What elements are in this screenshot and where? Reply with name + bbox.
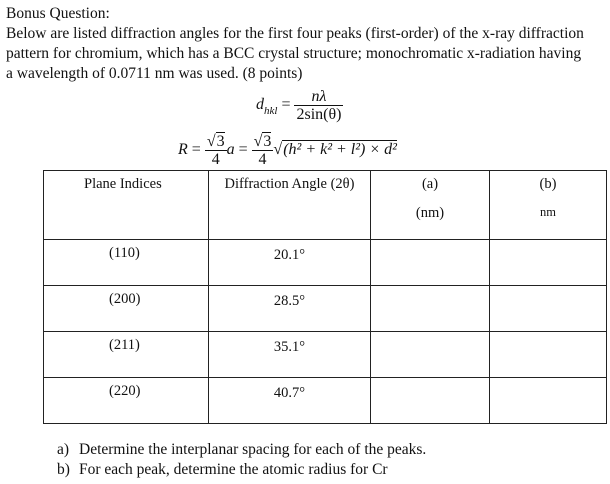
header-plane-indices: Plane Indices — [44, 171, 209, 240]
question-text-line-2: pattern for chromium, which has a BCC crystal structure; monochromatic x-radiation having — [6, 45, 582, 62]
table-row — [44, 286, 607, 332]
table-row — [44, 240, 607, 286]
answer-a-cell — [371, 286, 490, 332]
equals-sign: = — [238, 141, 248, 159]
plane-cell: (211) — [44, 332, 209, 378]
question-text-line-1: Below are listed diffraction angles for the first four peaks (first-order) of the x-ray diffraction — [6, 25, 584, 42]
sub-question-b-label: b) — [57, 461, 70, 478]
radicand: (h² + k² + l²) × d² — [283, 141, 397, 159]
answer-a-cell — [371, 332, 490, 378]
header-b-unit: nm — [540, 205, 556, 219]
answer-a-cell — [371, 240, 490, 286]
header-a: (a) (nm) — [371, 171, 490, 240]
table-header-row — [44, 171, 607, 240]
table-row — [44, 378, 607, 424]
sqrt3-value: 3 — [263, 133, 272, 150]
d-symbol: d — [256, 96, 264, 114]
equals-sign: = — [191, 141, 201, 159]
header-diffraction-angle: Diffraction Angle (2θ) — [209, 171, 371, 240]
table-row — [44, 332, 607, 378]
sub-question-a — [57, 441, 426, 459]
answer-a-cell — [371, 378, 490, 424]
atomic-radius-equation: R = $\frac{√3}{4}$ a = $\frac{√3}{4}$ √(h² + k² + l²) × d² — [178, 133, 397, 168]
answer-b-cell — [490, 286, 607, 332]
header-a-unit: (nm) — [415, 205, 445, 221]
denominator-4: 4 — [258, 151, 267, 168]
sub-question-a-text: Determine the interplanar spacing for each of the peaks. — [79, 441, 427, 458]
d-subscript: hkl — [264, 105, 278, 118]
diffraction-table — [43, 170, 607, 424]
question-title: Bonus Question: — [6, 5, 110, 22]
plane-cell: (110) — [44, 240, 209, 286]
sub-question-a-label: a) — [57, 441, 70, 458]
angle-cell: 40.7° — [209, 378, 371, 424]
answer-b-cell — [490, 332, 607, 378]
interplanar-spacing-equation — [256, 88, 343, 123]
answer-b-cell — [490, 378, 607, 424]
sub-question-b-text: For each peak, determine the atomic radius for Cr — [79, 461, 388, 478]
angle-cell: 35.1° — [209, 332, 371, 378]
question-text-line-3: a wavelength of 0.0711 nm was used. (8 points) — [6, 65, 303, 82]
root3-over-4-fraction: $\frac{√3}{4}$ — [206, 133, 225, 168]
equals-sign: = — [281, 96, 291, 114]
angle-cell: 28.5° — [209, 286, 371, 332]
fraction-numerator: nλ — [294, 88, 343, 106]
root3-over-4-fraction-2: $\frac{√3}{4}$ — [253, 133, 272, 168]
plane-cell: (200) — [44, 286, 209, 332]
denominator-4: 4 — [211, 151, 220, 168]
header-b: (b) nm — [490, 171, 607, 240]
a-symbol: a — [226, 141, 235, 159]
plane-cell: (220) — [44, 378, 209, 424]
answer-b-cell — [490, 240, 607, 286]
r-symbol: R — [178, 141, 188, 159]
sqrt3-value: 3 — [216, 133, 225, 150]
lambda-fraction — [294, 88, 343, 123]
sub-question-b — [57, 461, 388, 479]
fraction-denominator: 2sin(θ) — [296, 106, 342, 123]
angle-cell: 20.1° — [209, 240, 371, 286]
